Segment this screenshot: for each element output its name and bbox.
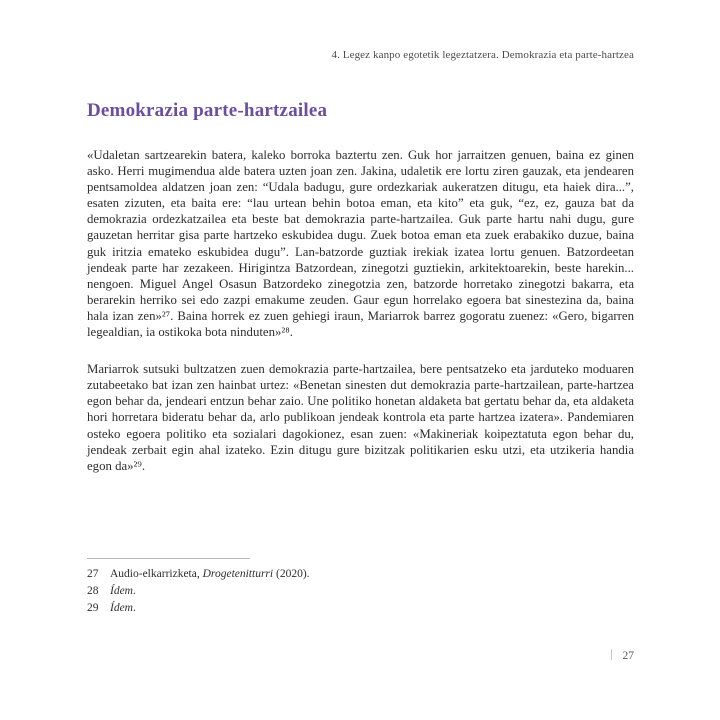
paragraph-1: «Udaletan sartzearekin batera, kaleko borroka baztertu zen. Guk hor jarraitzen genuen, baina ez ginen asko. Herri mugimendua alde batera uzten joan zen. Jakina, udaletik ere lortu ziren gauzak, eta jendearen pentsamoldea aldatzen joan zen: “Udala badugu, gure ordezkariak aukeratzen ditugu, eta haiek dira...”, esaten zizuten, eta baita ere: “lau urtean behin botoa eman, eta kito” eta guk, “ez, ez, gauza bat da demokrazia ordezkatzailea eta beste bat demokrazia parte-hartzailea. Guk parte hartu nahi dugu, gure gauzetan herritar gisa parte hartzeko eskubidea dugu. Zuek botoa eman eta zuek erabakiko duzue, baina guk iritzia emateko eskubidea dugu”. Lan-batzorde guztiak irekiak izatea lortu genuen. Batzordeetan jendeak parte har zezakeen. Hirigintza Batzordean, zinegotzi guztiekin, arkitektoarekin, beste harekin... nengoen. Miguel Angel Osasun Batzordeko zinegotzia zen, batzorde horretako zinegotzi bakarra, eta berarekin herriko sei edo zazpi emakume zeuden. Gaur egun horrelako egoera bat sinestezina da, baina hala izan zen»²⁷. Baina horrek ez zuen gehiegi iraun, Mariarrok barrez gogoratu zuenez: «Gero, bigarren legealdian, ia ostikoka bota ninduten»²⁸. [87,148,634,340]
page-footer [87,649,634,662]
page-number: 27 [622,650,634,662]
footnote-text-italic: Drogetenitturri [202,568,274,580]
page-title: Demokrazia parte-hartzailea [87,100,328,121]
footnote-27 [87,566,634,583]
footnote-number: 29 [87,602,99,614]
footnote-29 [87,600,634,617]
footnote-28 [87,583,634,600]
footnote-number: 27 [87,568,99,580]
body-text [87,147,634,474]
page-number-divider [611,649,612,660]
footnotes [87,566,634,617]
footnote-text [110,600,136,617]
footnote-text-post: . [133,585,136,597]
footnote-text-pre: Audio-elkarrizketa, [110,568,203,580]
paragraph-2: Mariarrok sutsuki bultzatzen zuen demokrazia parte-hartzailea, bere pentsatzeko eta jarduteko moduaren zutabeetako bat izan zen hainbat urtez: «Benetan sinesten dut demokrazia parte-hartzailean, parte-hartzea egon behar da, jendeari entzun behar zaio. Une politiko honetan aldaketa bat gertatu behar da, eta aldaketa hori horretara bideratu behar da, arlo publikoan jendeak kontrola eta parte hartzea izatera». Pandemiaren osteko egoera politiko eta sozialari dagokionez, esan zuen: «Makineriak koipeztatuta egon behar du, jendeak zerbait egin ahal izateko. Ezin ditugu gure bizitzak politikarien esku utzi, eta utzikeria handia egon da»²⁹. [87,362,634,473]
footnote-text-italic: Ídem [110,602,133,614]
footnote-number: 28 [87,585,99,597]
footnote-text-post: . [133,602,136,614]
footnote-text-italic: Ídem [110,585,133,597]
footnote-divider [87,558,250,559]
footnote-text [110,566,310,583]
footnote-text [110,583,136,600]
footnote-text-post: (2020). [273,568,310,580]
running-header: 4. Legez kanpo egotetik legeztatzera. Demokrazia eta parte-hartzea [331,49,634,61]
